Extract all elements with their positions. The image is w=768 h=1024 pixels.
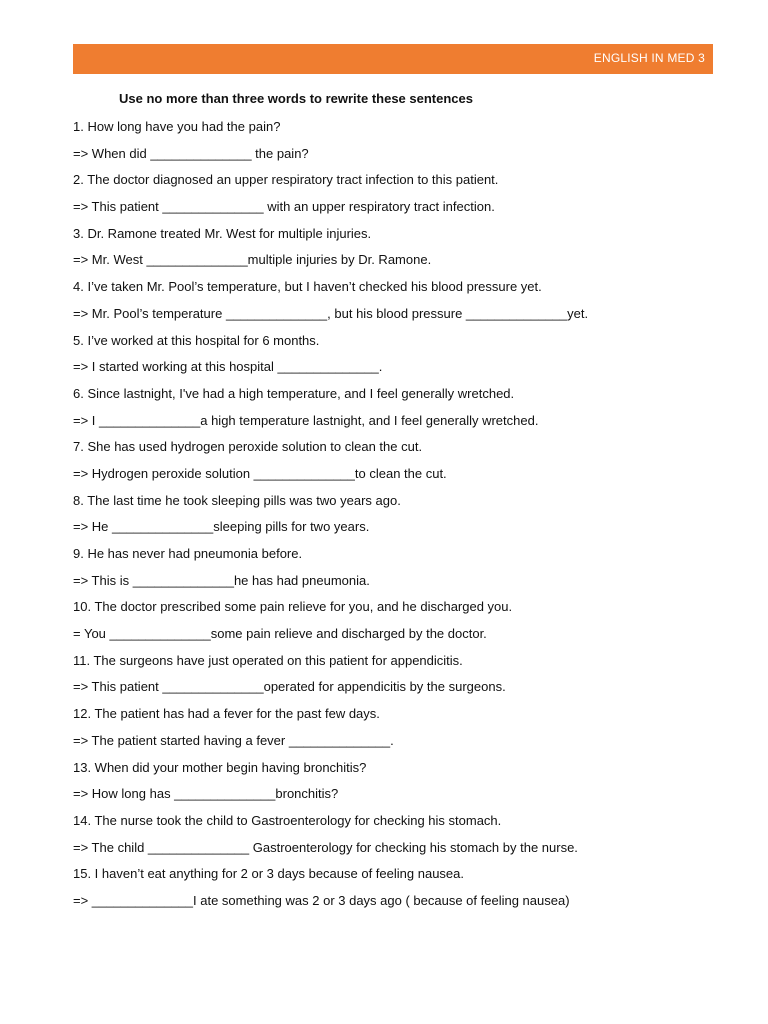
answer-line: => This is ______________he has had pneumonia.: [73, 572, 370, 588]
question-line: 2. The doctor diagnosed an upper respiratory tract infection to this patient.: [73, 172, 499, 188]
question-line: 15. I haven’t eat anything for 2 or 3 days because of feeling nausea.: [73, 866, 464, 882]
question-line: 11. The surgeons have just operated on this patient for appendicitis.: [73, 652, 463, 668]
question-line: 8. The last time he took sleeping pills was two years ago.: [73, 492, 401, 508]
question-line: 12. The patient has had a fever for the past few days.: [73, 706, 380, 722]
exercise-list: [73, 118, 733, 919]
answer-line: => The child ______________ Gastroenterology for checking his stomach by the nurse.: [73, 839, 578, 855]
answer-line: => I ______________a high temperature lastnight, and I feel generally wretched.: [73, 412, 539, 428]
answer-line: => Hydrogen peroxide solution ______________to clean the cut.: [73, 465, 447, 481]
question-line: 10. The doctor prescribed some pain relieve for you, and he discharged you.: [73, 599, 513, 615]
question-line: 5. I’ve worked at this hospital for 6 months.: [73, 332, 320, 348]
answer-line: => This patient ______________operated for appendicitis by the surgeons.: [73, 679, 506, 695]
question-line: 9. He has never had pneumonia before.: [73, 546, 303, 561]
instructions-heading: Use no more than three words to rewrite these sentences: [119, 91, 473, 106]
question-line: 3. Dr. Ramone treated Mr. West for multiple injuries.: [73, 225, 372, 241]
question-line: 7. She has used hydrogen peroxide solution to clean the cut.: [73, 439, 423, 455]
answer-line: => How long has ______________bronchitis?: [73, 786, 339, 802]
header-bar: [73, 44, 713, 74]
answer-line: => ______________I ate something was 2 or 3 days ago ( because of feeling nausea): [73, 892, 570, 908]
answer-line: => The patient started having a fever ______________.: [73, 732, 394, 748]
answer-line: => I started working at this hospital ______________.: [73, 359, 383, 375]
header-title: ENGLISH IN MED 3: [593, 51, 705, 65]
answer-line: => Mr. Pool’s temperature ______________, but his blood pressure ______________yet.: [73, 305, 589, 321]
answer-line: = You ______________some pain relieve and discharged by the doctor.: [73, 626, 487, 642]
question-line: 4. I’ve taken Mr. Pool’s temperature, but I haven’t checked his blood pressure yet.: [73, 279, 542, 295]
answer-line: => This patient ______________ with an upper respiratory tract infection.: [73, 199, 495, 215]
question-line: 14. The nurse took the child to Gastroenterology for checking his stomach.: [73, 812, 502, 828]
answer-line: => He ______________sleeping pills for two years.: [73, 519, 370, 535]
question-line: 13. When did your mother begin having bronchitis?: [73, 759, 367, 775]
answer-line: => Mr. West ______________multiple injuries by Dr. Ramone.: [73, 252, 432, 268]
question-line: 6. Since lastnight, I've had a high temperature, and I feel generally wretched.: [73, 385, 515, 401]
answer-line: => When did ______________ the pain?: [73, 145, 309, 161]
question-line: 1. How long have you had the pain?: [73, 119, 281, 134]
